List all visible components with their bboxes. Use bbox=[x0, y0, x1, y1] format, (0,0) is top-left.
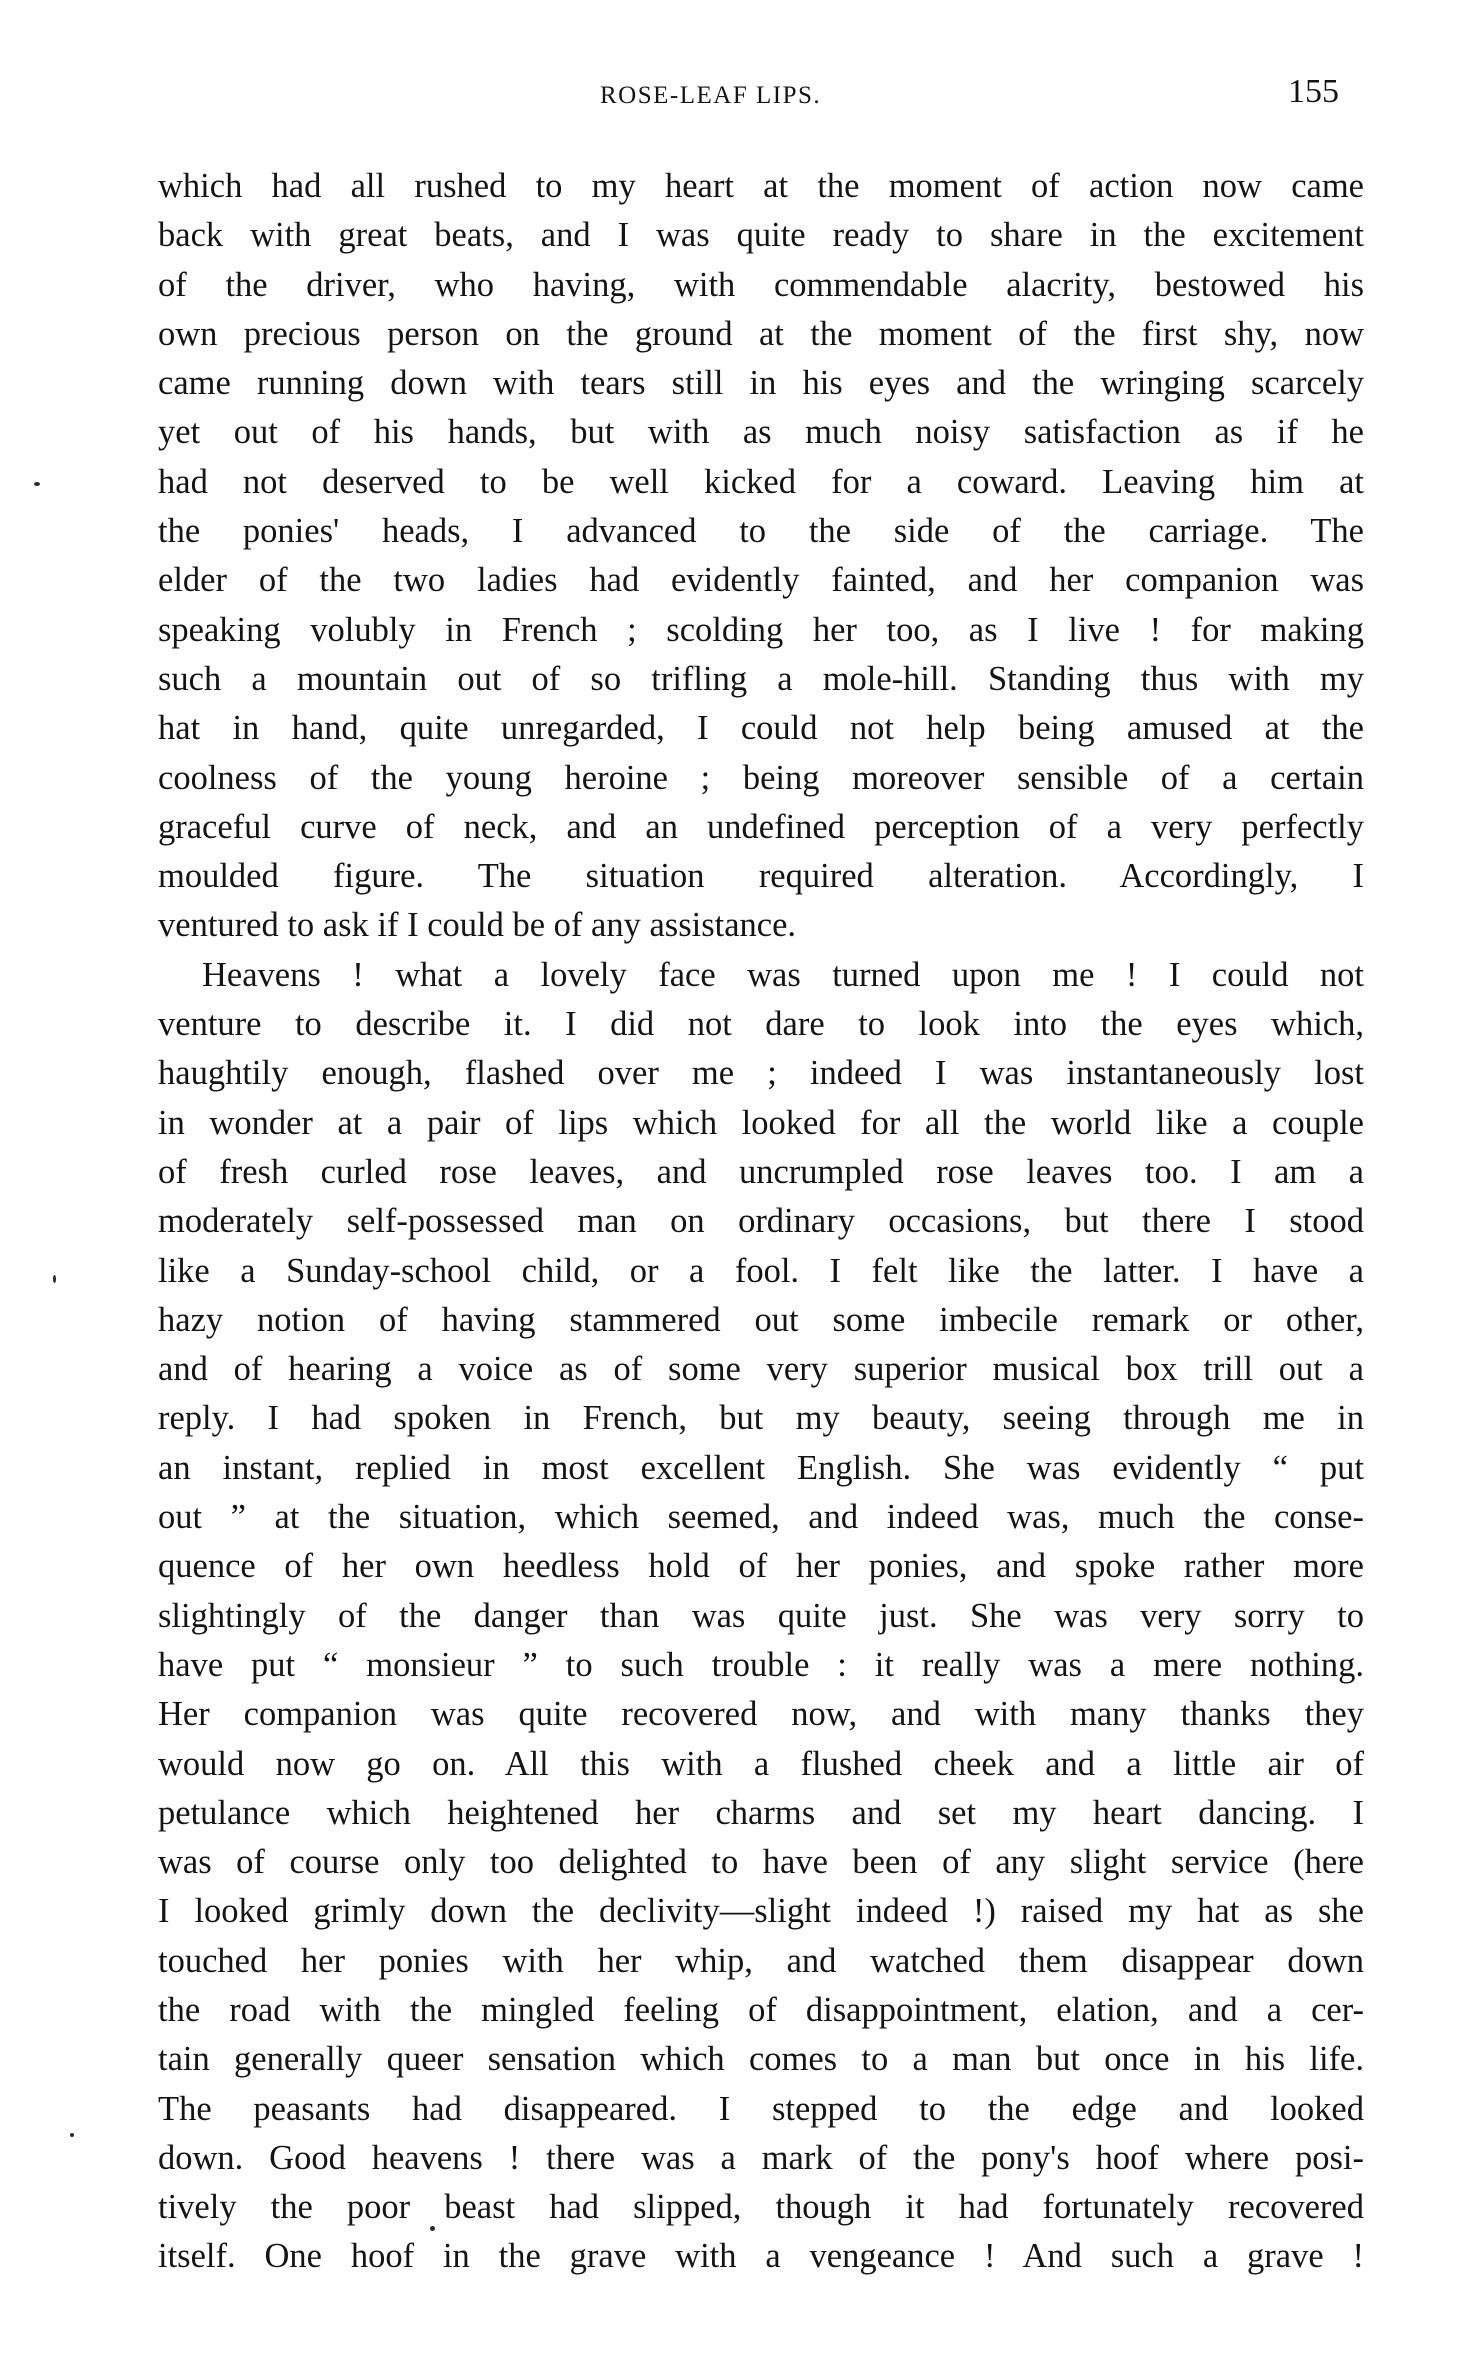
text-line: tively the poor beast had slipped, though it had fortunately recovered bbox=[158, 2188, 1364, 2227]
text-line: hat in hand, quite unregarded, I could not help being amused at the bbox=[158, 709, 1364, 748]
text-line: moulded figure. The situation required alteration. Accordingly, I bbox=[158, 857, 1364, 896]
text-line: I looked grimly down the declivity—slight indeed !) raised my hat as she bbox=[158, 1892, 1364, 1931]
text-line: The peasants had disappeared. I stepped to the edge and looked bbox=[158, 2089, 1364, 2128]
text-line: itself. One hoof in the grave with a vengeance ! And such a grave ! bbox=[158, 2237, 1364, 2276]
text-line: reply. I had spoken in French, but my beauty, seeing through me in bbox=[158, 1399, 1364, 1438]
text-line: hazy notion of having stammered out some imbecile remark or other, bbox=[158, 1300, 1364, 1339]
text-line: and of hearing a voice as of some very superior musical box trill out a bbox=[158, 1350, 1364, 1389]
text-line: moderately self-possessed man on ordinary occasions, but there I stood bbox=[158, 1202, 1364, 1241]
scan-speck bbox=[53, 1275, 56, 1283]
text-line: was of course only too delighted to have been of any slight service (here bbox=[158, 1843, 1364, 1882]
text-line: of fresh curled rose leaves, and uncrumpled rose leaves too. I am a bbox=[158, 1152, 1364, 1191]
text-line: graceful curve of neck, and an undefined perception of a very perfectly bbox=[158, 807, 1364, 846]
scan-speck bbox=[430, 2226, 435, 2231]
text-line: the road with the mingled feeling of disappointment, elation, and a cer- bbox=[158, 1990, 1364, 2029]
text-line-paragraph-end: ventured to ask if I could be of any assistance. bbox=[158, 906, 797, 945]
text-line: haughtily enough, flashed over me ; indeed I was instantaneously lost bbox=[158, 1054, 1364, 1093]
text-line: own precious person on the ground at the moment of the first shy, now bbox=[158, 314, 1364, 353]
text-line: out ” at the situation, which seemed, and indeed was, much the conse- bbox=[158, 1498, 1364, 1537]
text-line: have put “ monsieur ” to such trouble : it really was a mere nothing. bbox=[158, 1645, 1364, 1684]
text-line: tain generally queer sensation which comes to a man but once in his life. bbox=[158, 2040, 1364, 2079]
text-line: touched her ponies with her whip, and watched them disappear down bbox=[158, 1941, 1364, 1980]
text-line: had not deserved to be well kicked for a coward. Leaving him at bbox=[158, 462, 1364, 501]
text-line: came running down with tears still in his eyes and the wringing scarcely bbox=[158, 364, 1364, 403]
text-line: would now go on. All this with a flushed cheek and a little air of bbox=[158, 1744, 1364, 1783]
text-line: like a Sunday-school child, or a fool. I felt like the latter. I have a bbox=[158, 1251, 1364, 1290]
page-number: 155 bbox=[1288, 73, 1339, 110]
text-line: down. Good heavens ! there was a mark of the pony's hoof where posi- bbox=[158, 2138, 1364, 2177]
body-text bbox=[158, 162, 1364, 2282]
text-line: coolness of the young heroine ; being moreover sensible of a certain bbox=[158, 758, 1364, 797]
text-line: elder of the two ladies had evidently fainted, and her companion was bbox=[158, 561, 1364, 600]
running-title: ROSE-LEAF LIPS. bbox=[600, 82, 822, 109]
text-line: petulance which heightened her charms and set my heart dancing. I bbox=[158, 1793, 1364, 1832]
text-line: an instant, replied in most excellent English. She was evidently “ put bbox=[158, 1448, 1364, 1487]
text-line: such a mountain out of so trifling a mole-hill. Standing thus with my bbox=[158, 659, 1364, 698]
text-line: yet out of his hands, but with as much noisy satisfaction as if he bbox=[158, 413, 1364, 452]
text-line: Her companion was quite recovered now, and with many thanks they bbox=[158, 1695, 1364, 1734]
scan-speck bbox=[70, 2133, 74, 2137]
running-head bbox=[0, 73, 1470, 116]
text-line: the ponies' heads, I advanced to the side of the carriage. The bbox=[158, 512, 1364, 551]
text-line: slightingly of the danger than was quite just. She was very sorry to bbox=[158, 1596, 1364, 1635]
text-line: quence of her own heedless hold of her ponies, and spoke rather more bbox=[158, 1547, 1364, 1586]
scan-speck bbox=[34, 482, 40, 486]
text-line: which had all rushed to my heart at the moment of action now came bbox=[158, 167, 1364, 205]
text-line-paragraph-start: Heavens ! what a lovely face was turned upon me ! I could not bbox=[202, 955, 1364, 994]
text-line: in wonder at a pair of lips which looked for all the world like a couple bbox=[158, 1103, 1364, 1142]
text-line: speaking volubly in French ; scolding her too, as I live ! for making bbox=[158, 610, 1364, 649]
text-line: venture to describe it. I did not dare to look into the eyes which, bbox=[158, 1005, 1364, 1044]
text-line: of the driver, who having, with commendable alacrity, bestowed his bbox=[158, 265, 1364, 304]
text-line: back with great beats, and I was quite ready to share in the excitement bbox=[158, 216, 1364, 255]
